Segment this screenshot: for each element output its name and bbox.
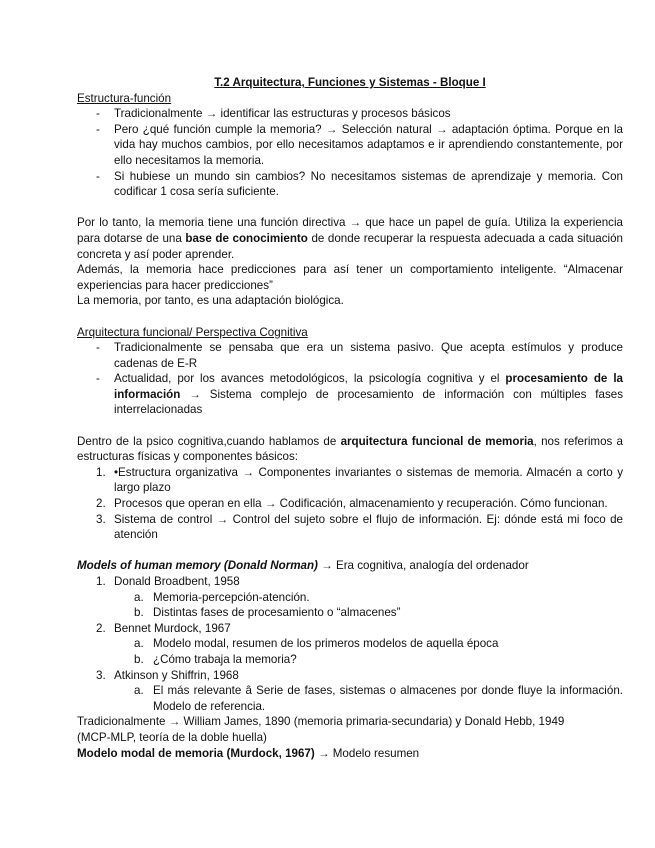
model-sublist bbox=[77, 683, 623, 714]
estructura-bullet-list bbox=[77, 106, 623, 200]
list-item-text: Pero ¿qué función cumple la memoria? → Selección natural → adaptación óptima. Porque en la vida hay muchos cambios, por ello necesitamos adaptamos e ir aprendiendo constantemente, por ello necesitamos la memoria. bbox=[114, 122, 623, 167]
letter-marker: a. bbox=[134, 590, 144, 604]
model-sublist bbox=[77, 590, 623, 621]
componentes-numbered-list bbox=[77, 465, 623, 543]
list-item-text: Procesos que operan en ella → Codificación, almacenamiento y recuperación. Cómo funcionan. bbox=[114, 497, 608, 511]
paragraph-funcion-directiva: Por lo tanto, la memoria tiene una función directiva → que hace un papel de guía. Utiliza la experiencia para dotarse de una base de conocimiento de donde recuperar la respuesta adecuada a cada situación concreta y así poder aprender. bbox=[77, 216, 623, 261]
number-marker: 2. bbox=[96, 621, 106, 635]
models-numbered-list bbox=[77, 574, 623, 590]
model-sublist bbox=[77, 636, 623, 667]
models-numbered-list bbox=[77, 621, 623, 637]
models-heading: Models of human memory (Donald Norman) → Era cognitiva, analogía del ordenador bbox=[77, 559, 529, 573]
list-item bbox=[77, 122, 623, 169]
model-name: Bennet Murdock, 1967 bbox=[114, 621, 231, 635]
models-numbered-list bbox=[77, 668, 623, 684]
list-item bbox=[77, 106, 623, 122]
number-marker: 2. bbox=[96, 497, 106, 511]
list-item-text: Sistema de control → Control del sujeto sobre el flujo de información. Ej: dónde está mi foco de atención bbox=[114, 512, 623, 542]
number-marker: 1. bbox=[96, 575, 106, 588]
letter-marker: a. bbox=[134, 684, 144, 698]
modelo-modal-line: Modelo modal de memoria (Murdock, 1967) → Modelo resumen bbox=[77, 746, 420, 760]
bullet-marker: - bbox=[96, 107, 100, 121]
bullet-marker: - bbox=[96, 341, 100, 355]
list-item-text: Tradicionalmente se pensaba que era un sistema pasivo. Que acepta estímulos y produce cadenas de E-R bbox=[114, 341, 623, 370]
paragraph-predicciones: Además, la memoria hace predicciones para así tener un comportamiento inteligente. “Almacenar experiencias para hacer predicciones” bbox=[77, 263, 623, 292]
bold-term: arquitectura funcional de memoria bbox=[340, 434, 534, 448]
document-page bbox=[77, 75, 623, 761]
models-heading-title: Models of human memory (Donald Norman) bbox=[77, 559, 318, 573]
section-heading-estructura-funcion: Estructura-función bbox=[77, 91, 172, 105]
list-item bbox=[77, 621, 623, 637]
letter-marker: b. bbox=[134, 652, 144, 666]
letter-marker: b. bbox=[134, 606, 144, 620]
arquitectura-bullet-list bbox=[77, 340, 623, 418]
tradicionalmente-line: Tradicionalmente → William James, 1890 (memoria primaria-secundaria) y Donald Hebb, 1949 bbox=[77, 715, 565, 729]
number-marker: 3. bbox=[96, 512, 106, 526]
list-item: a. Memoria-percepción-atención. bbox=[134, 590, 310, 604]
paragraph-arquitectura-intro: Dentro de la psico cognitiva,cuando hablamos de arquitectura funcional de memoria, nos referimos a estructuras físicas y componentes básicos: bbox=[77, 434, 624, 464]
list-item bbox=[77, 668, 623, 684]
list-item bbox=[77, 512, 623, 543]
list-item: a. El más relevante â Serie de fases, sistemas o almacenes por donde fluye la información. Modelo de referencia. bbox=[134, 684, 623, 713]
list-item-text: •Estructura organizativa → Componentes invariantes o sistemas de memoria. Almacén a corto y largo plazo bbox=[114, 465, 623, 495]
list-item: - Actualidad, por los avances metodológicos, la psicología cognitiva y el procesamiento de la información → Sistema complejo de procesamiento de información con múltiples fases interrelacionadas bbox=[96, 372, 623, 417]
paragraph-adaptacion: La memoria, por tanto, es una adaptación biológica. bbox=[77, 294, 344, 308]
list-item bbox=[77, 574, 623, 590]
tradicionalmente-line-2: (MCP-MLP, teoría de la doble huella) bbox=[77, 730, 267, 744]
list-item bbox=[77, 465, 623, 496]
list-item: b. Distintas fases de procesamiento o “almacenes” bbox=[134, 606, 401, 620]
bold-term: procesamiento de la información bbox=[114, 372, 623, 401]
document-title: T.2 Arquitectura, Funciones y Sistemas - Bloque I bbox=[214, 76, 486, 89]
letter-marker: a. bbox=[134, 637, 144, 651]
bullet-marker: - bbox=[96, 122, 100, 136]
list-item-text: Tradicionalmente → identificar las estructuras y procesos básicos bbox=[114, 107, 451, 121]
number-marker: 1. bbox=[96, 465, 106, 479]
number-marker: 3. bbox=[96, 668, 106, 682]
list-item bbox=[77, 496, 623, 512]
bold-term: Modelo modal de memoria (Murdock, 1967) bbox=[77, 746, 315, 760]
list-item bbox=[77, 169, 623, 200]
bullet-marker: - bbox=[96, 372, 100, 386]
list-item: a. Modelo modal, resumen de los primeros modelos de aquella época bbox=[134, 637, 499, 651]
list-item bbox=[77, 340, 623, 371]
model-name: Atkinson y Shiffrin, 1968 bbox=[114, 668, 239, 682]
bullet-marker: - bbox=[96, 169, 100, 183]
section-heading-arquitectura-funcional: Arquitectura funcional/ Perspectiva Cognitiva bbox=[77, 325, 308, 339]
bold-term: base de conocimiento bbox=[185, 231, 308, 245]
list-item: b. ¿Cómo trabaja la memoria? bbox=[134, 652, 297, 666]
list-item-text: Si hubiese un mundo sin cambios? No necesitamos sistemas de aprendizaje y memoria. Con codificar 1 cosa sería suficiente. bbox=[114, 169, 623, 199]
model-name: Donald Broadbent, 1958 bbox=[114, 575, 240, 588]
